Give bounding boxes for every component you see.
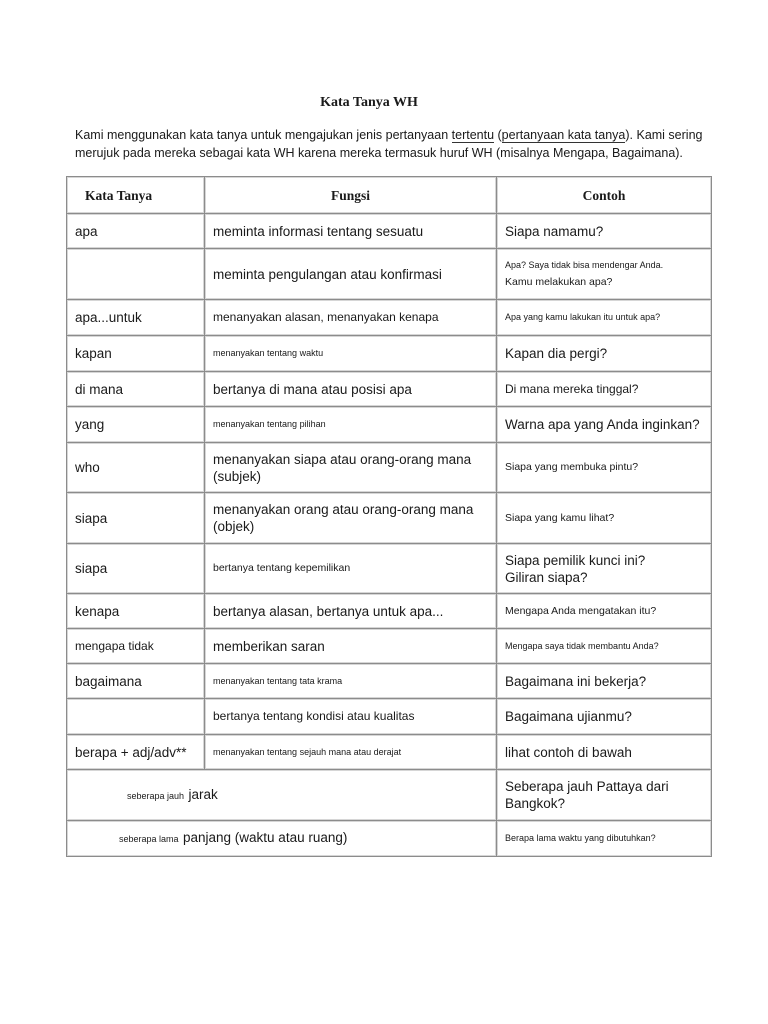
table-row xyxy=(67,735,712,770)
cell-example: Seberapa jauh Pattaya dari Bangkok? xyxy=(497,770,712,821)
cell-word: mengapa tidak xyxy=(67,629,205,664)
cell-example: Siapa namamu? xyxy=(497,214,712,249)
table-row xyxy=(67,664,712,699)
cell-word: apa...untuk xyxy=(67,300,205,336)
header-contoh: Contoh xyxy=(497,177,712,214)
cell-example xyxy=(497,249,712,300)
cell-example: Kapan dia pergi? xyxy=(497,336,712,372)
wh-question-table xyxy=(66,176,712,857)
cell-function: menanyakan alasan, menanyakan kenapa xyxy=(205,300,497,336)
table-row xyxy=(67,699,712,735)
cell-function: bertanya tentang kepemilikan xyxy=(205,544,497,594)
cell-function: menanyakan orang atau orang-orang mana (objek) xyxy=(205,493,497,544)
example-line: Apa? Saya tidak bisa mendengar Anda. xyxy=(505,260,664,270)
cell-measure xyxy=(67,821,497,857)
cell-function: meminta informasi tentang sesuatu xyxy=(205,214,497,249)
cell-function: menanyakan tentang tata krama xyxy=(205,664,497,699)
table-row xyxy=(67,407,712,443)
intro-text: ( xyxy=(494,128,502,142)
cell-example: Siapa yang kamu lihat? xyxy=(497,493,712,544)
example-line: Siapa pemilik kunci ini? xyxy=(505,552,646,568)
intro-text: ). Kami sering merujuk pada mereka sebagai kata WH karena mereka termasuk huruf WH (misalnya Mengapa, Bagaimana). xyxy=(75,128,703,160)
cell-example xyxy=(497,544,712,594)
table-row xyxy=(67,300,712,336)
cell-word: bagaimana xyxy=(67,664,205,699)
intro-underlined-term: tertentu xyxy=(451,128,495,142)
measure-dimension: jarak xyxy=(188,786,218,802)
cell-function: menanyakan tentang sejauh mana atau derajat xyxy=(205,735,497,770)
cell-function: bertanya di mana atau posisi apa xyxy=(205,372,497,407)
cell-word xyxy=(67,249,205,300)
measure-phrase: seberapa lama xyxy=(119,834,179,844)
cell-word: apa xyxy=(67,214,205,249)
cell-example: Berapa lama waktu yang dibutuhkan? xyxy=(497,821,712,857)
cell-example: Apa yang kamu lakukan itu untuk apa? xyxy=(497,300,712,336)
cell-word: berapa + adj/adv** xyxy=(67,735,205,770)
cell-word: kapan xyxy=(67,336,205,372)
measure-phrase: seberapa jauh xyxy=(127,790,185,801)
table-row xyxy=(67,214,712,249)
cell-word: yang xyxy=(67,407,205,443)
page-title: Kata Tanya WH xyxy=(320,95,418,110)
cell-word: who xyxy=(67,443,205,493)
cell-example: Mengapa Anda mengatakan itu? xyxy=(497,594,712,629)
intro-underlined-term: pertanyaan kata tanya xyxy=(501,128,626,142)
cell-example: Di mana mereka tinggal? xyxy=(497,372,712,407)
cell-example: Bagaimana ujianmu? xyxy=(497,699,712,735)
table-row xyxy=(67,594,712,629)
intro-paragraph xyxy=(75,126,735,162)
cell-function: bertanya alasan, bertanya untuk apa... xyxy=(205,594,497,629)
table-row xyxy=(67,249,712,300)
table-row xyxy=(67,336,712,372)
table-row xyxy=(67,493,712,544)
cell-example: Bagaimana ini bekerja? xyxy=(497,664,712,699)
example-line: Kamu melakukan apa? xyxy=(505,276,613,288)
intro-text: Kami menggunakan kata tanya untuk mengajukan jenis pertanyaan xyxy=(75,128,452,142)
cell-example: Warna apa yang Anda inginkan? xyxy=(497,407,712,443)
cell-function: menanyakan tentang pilihan xyxy=(205,407,497,443)
table-row xyxy=(67,770,712,821)
table-row xyxy=(67,629,712,664)
cell-example: Mengapa saya tidak membantu Anda? xyxy=(497,629,712,664)
table-header-row xyxy=(67,177,712,214)
cell-function: memberikan saran xyxy=(205,629,497,664)
cell-word: siapa xyxy=(67,493,205,544)
cell-function: meminta pengulangan atau konfirmasi xyxy=(205,249,497,300)
cell-word xyxy=(67,699,205,735)
example-line: Giliran siapa? xyxy=(505,569,588,585)
cell-measure xyxy=(67,770,497,821)
cell-word: di mana xyxy=(67,372,205,407)
table-row xyxy=(67,821,712,857)
cell-function: menanyakan siapa atau orang-orang mana (subjek) xyxy=(205,443,497,493)
cell-function: menanyakan tentang waktu xyxy=(205,336,497,372)
table-row xyxy=(67,544,712,594)
cell-word: kenapa xyxy=(67,594,205,629)
cell-example: Siapa yang membuka pintu? xyxy=(497,443,712,493)
cell-example: lihat contoh di bawah xyxy=(497,735,712,770)
table-row xyxy=(67,443,712,493)
table-row xyxy=(67,372,712,407)
header-fungsi: Fungsi xyxy=(205,177,497,214)
cell-word: siapa xyxy=(67,544,205,594)
measure-dimension: panjang (waktu atau ruang) xyxy=(183,830,348,845)
header-kata-tanya: Kata Tanya xyxy=(67,177,205,214)
cell-function: bertanya tentang kondisi atau kualitas xyxy=(205,699,497,735)
